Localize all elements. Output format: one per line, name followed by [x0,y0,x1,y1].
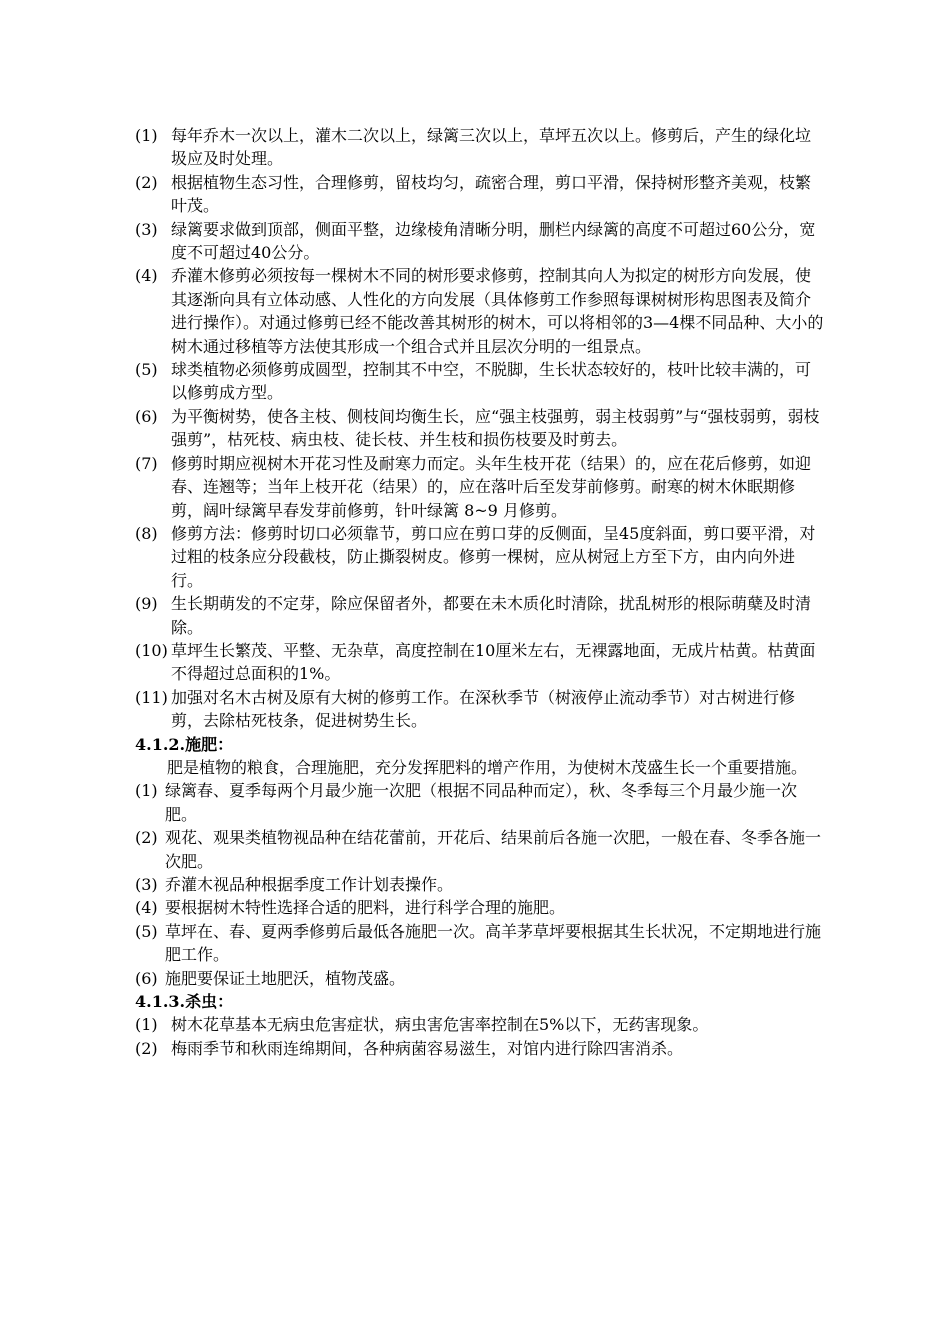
item-text: 绿篱要求做到顶部，侧面平整，边缘棱角清晰分明，删栏内绿篱的高度不可超过60公分，宽度不可超过40公分。 [171,219,816,263]
item-number: (9) [135,594,158,614]
list-item [135,405,825,452]
section-pruning-list [135,124,825,733]
item-text: 乔灌木修剪必须按每一棵树木不同的树形要求修剪，控制其向人为拟定的树形方向发展，使其逐渐向具有立体动感、人性化的方向发展（具体修剪工作参照每课树树形构思图表及简介进行操作）。对通过修剪已经不能改善其树形的树木，可以将相邻的3—4棵不同品种、大小的树木通过移植等方法使其形成一个组合式并且层次分明的一组景点。 [171,266,824,356]
item-number: (10) [135,640,168,660]
section-fertilizing-list [135,779,825,990]
item-number: (6) [135,406,158,426]
list-item [135,873,825,896]
item-text: 要根据树木特性选择合适的肥料，进行科学合理的施肥。 [165,898,566,918]
list-item [135,218,825,265]
list-item [135,358,825,405]
item-text: 根据植物生态习性，合理修剪，留枝均匀，疏密合理，剪口平滑，保持树形整齐美观，枝繁叶茂。 [171,172,812,216]
item-number: (2) [135,828,158,848]
item-number: (5) [135,921,158,941]
item-text: 修剪时期应视树木开花习性及耐寒力而定。头年生枝开花（结果）的，应在花后修剪，如迎春、连翘等；当年上枝开花（结果）的，应在落叶后至发芽前修剪。耐寒的树木休眠期修剪，阔叶绿篱早春发芽前修剪，针叶绿篱 8~9 月修剪。 [171,453,812,520]
item-text: 乔灌木视品种根据季度工作计划表操作。 [165,875,454,894]
item-number: (1) [135,1015,158,1035]
list-item [135,124,825,171]
list-item [135,639,825,686]
item-text: 修剪方法：修剪时切口必须靠节，剪口应在剪口芽的反侧面，呈45度斜面，剪口要平滑，对过粗的枝条应分段截枝，防止撕裂树皮。修剪一棵树，应从树冠上方至下方，由内向外进行。 [171,523,816,590]
item-text: 草坪在、春、夏两季修剪后最低各施肥一次。高羊茅草坪要根据其生长状况，不定期地进行施肥工作。 [165,921,822,965]
section-heading-fertilizing: 4.1.2.施肥： [135,734,234,754]
item-text: 观花、观果类植物视品种在结花蕾前，开花后、结果前后各施一次肥，一般在春、冬季各施一次肥。 [165,828,822,871]
item-number: (3) [135,219,158,239]
list-item [135,920,825,967]
item-text: 梅雨季节和秋雨连绵期间，各种病菌容易滋生，对馆内进行除四害消杀。 [171,1038,684,1058]
item-number: (7) [135,453,158,473]
item-number: (4) [135,898,158,918]
item-text: 为平衡树势，使各主枝、侧枝间均衡生长，应“强主枝强剪，弱主枝弱剪”与“强枝弱剪，弱枝强剪”，枯死枝、病虫枝、徒长枝、并生枝和损伤枝要及时剪去。 [171,406,820,450]
list-item [135,171,825,218]
list-item [135,592,825,639]
list-item [135,826,825,873]
item-number: (11) [135,687,168,707]
list-item [135,686,825,733]
section-heading-pest-control: 4.1.3.杀虫： [135,992,234,1012]
item-number: (4) [135,266,158,286]
item-number: (1) [135,126,158,145]
item-number: (1) [135,781,158,801]
list-item [135,522,825,592]
item-number: (3) [135,875,158,894]
item-text: 生长期萌发的不定芽，除应保留者外，都要在未木质化时清除，扰乱树形的根际萌蘖及时清除。 [171,594,812,637]
item-number: (6) [135,968,158,988]
item-text: 施肥要保证土地肥沃，植物茂盛。 [165,968,406,988]
item-text: 草坪生长繁茂、平整、无杂草，高度控制在10厘米左右，无裸露地面，无成片枯黄。枯黄面不得超过总面积的1%。 [171,640,816,684]
list-item [135,264,825,358]
list-item [135,452,825,522]
document-page [135,124,825,1060]
item-text: 每年乔木一次以上，灌木二次以上，绿篱三次以上，草坪五次以上。修剪后，产生的绿化垃圾应及时处理。 [171,126,812,169]
section-intro-paragraph: 肥是植物的粮食，合理施肥，充分发挥肥料的增产作用，为使树木茂盛生长一个重要措施。 [167,757,808,777]
item-text: 绿篱春、夏季每两个月最少施一次肥（根据不同品种而定），秋、冬季每三个月最少施一次肥。 [165,781,798,824]
list-item [135,1037,825,1060]
item-text: 加强对名木古树及原有大树的修剪工作。在深秋季节（树液停止流动季节）对古树进行修剪，去除枯死枝条，促进树势生长。 [171,687,796,731]
item-text: 树木花草基本无病虫危害症状，病虫害危害率控制在5%以下，无药害现象。 [171,1015,709,1035]
item-number: (8) [135,523,158,543]
list-item [135,779,825,826]
item-number: (2) [135,1038,158,1058]
list-item [135,896,825,919]
item-text: 球类植物必须修剪成圆型，控制其不中空，不脱脚，生长状态较好的，枝叶比较丰满的，可以修剪成方型。 [171,360,812,403]
list-item [135,967,825,990]
list-item [135,1013,825,1036]
item-number: (2) [135,172,158,192]
item-number: (5) [135,360,158,380]
section-pest-control-list [135,1013,825,1060]
